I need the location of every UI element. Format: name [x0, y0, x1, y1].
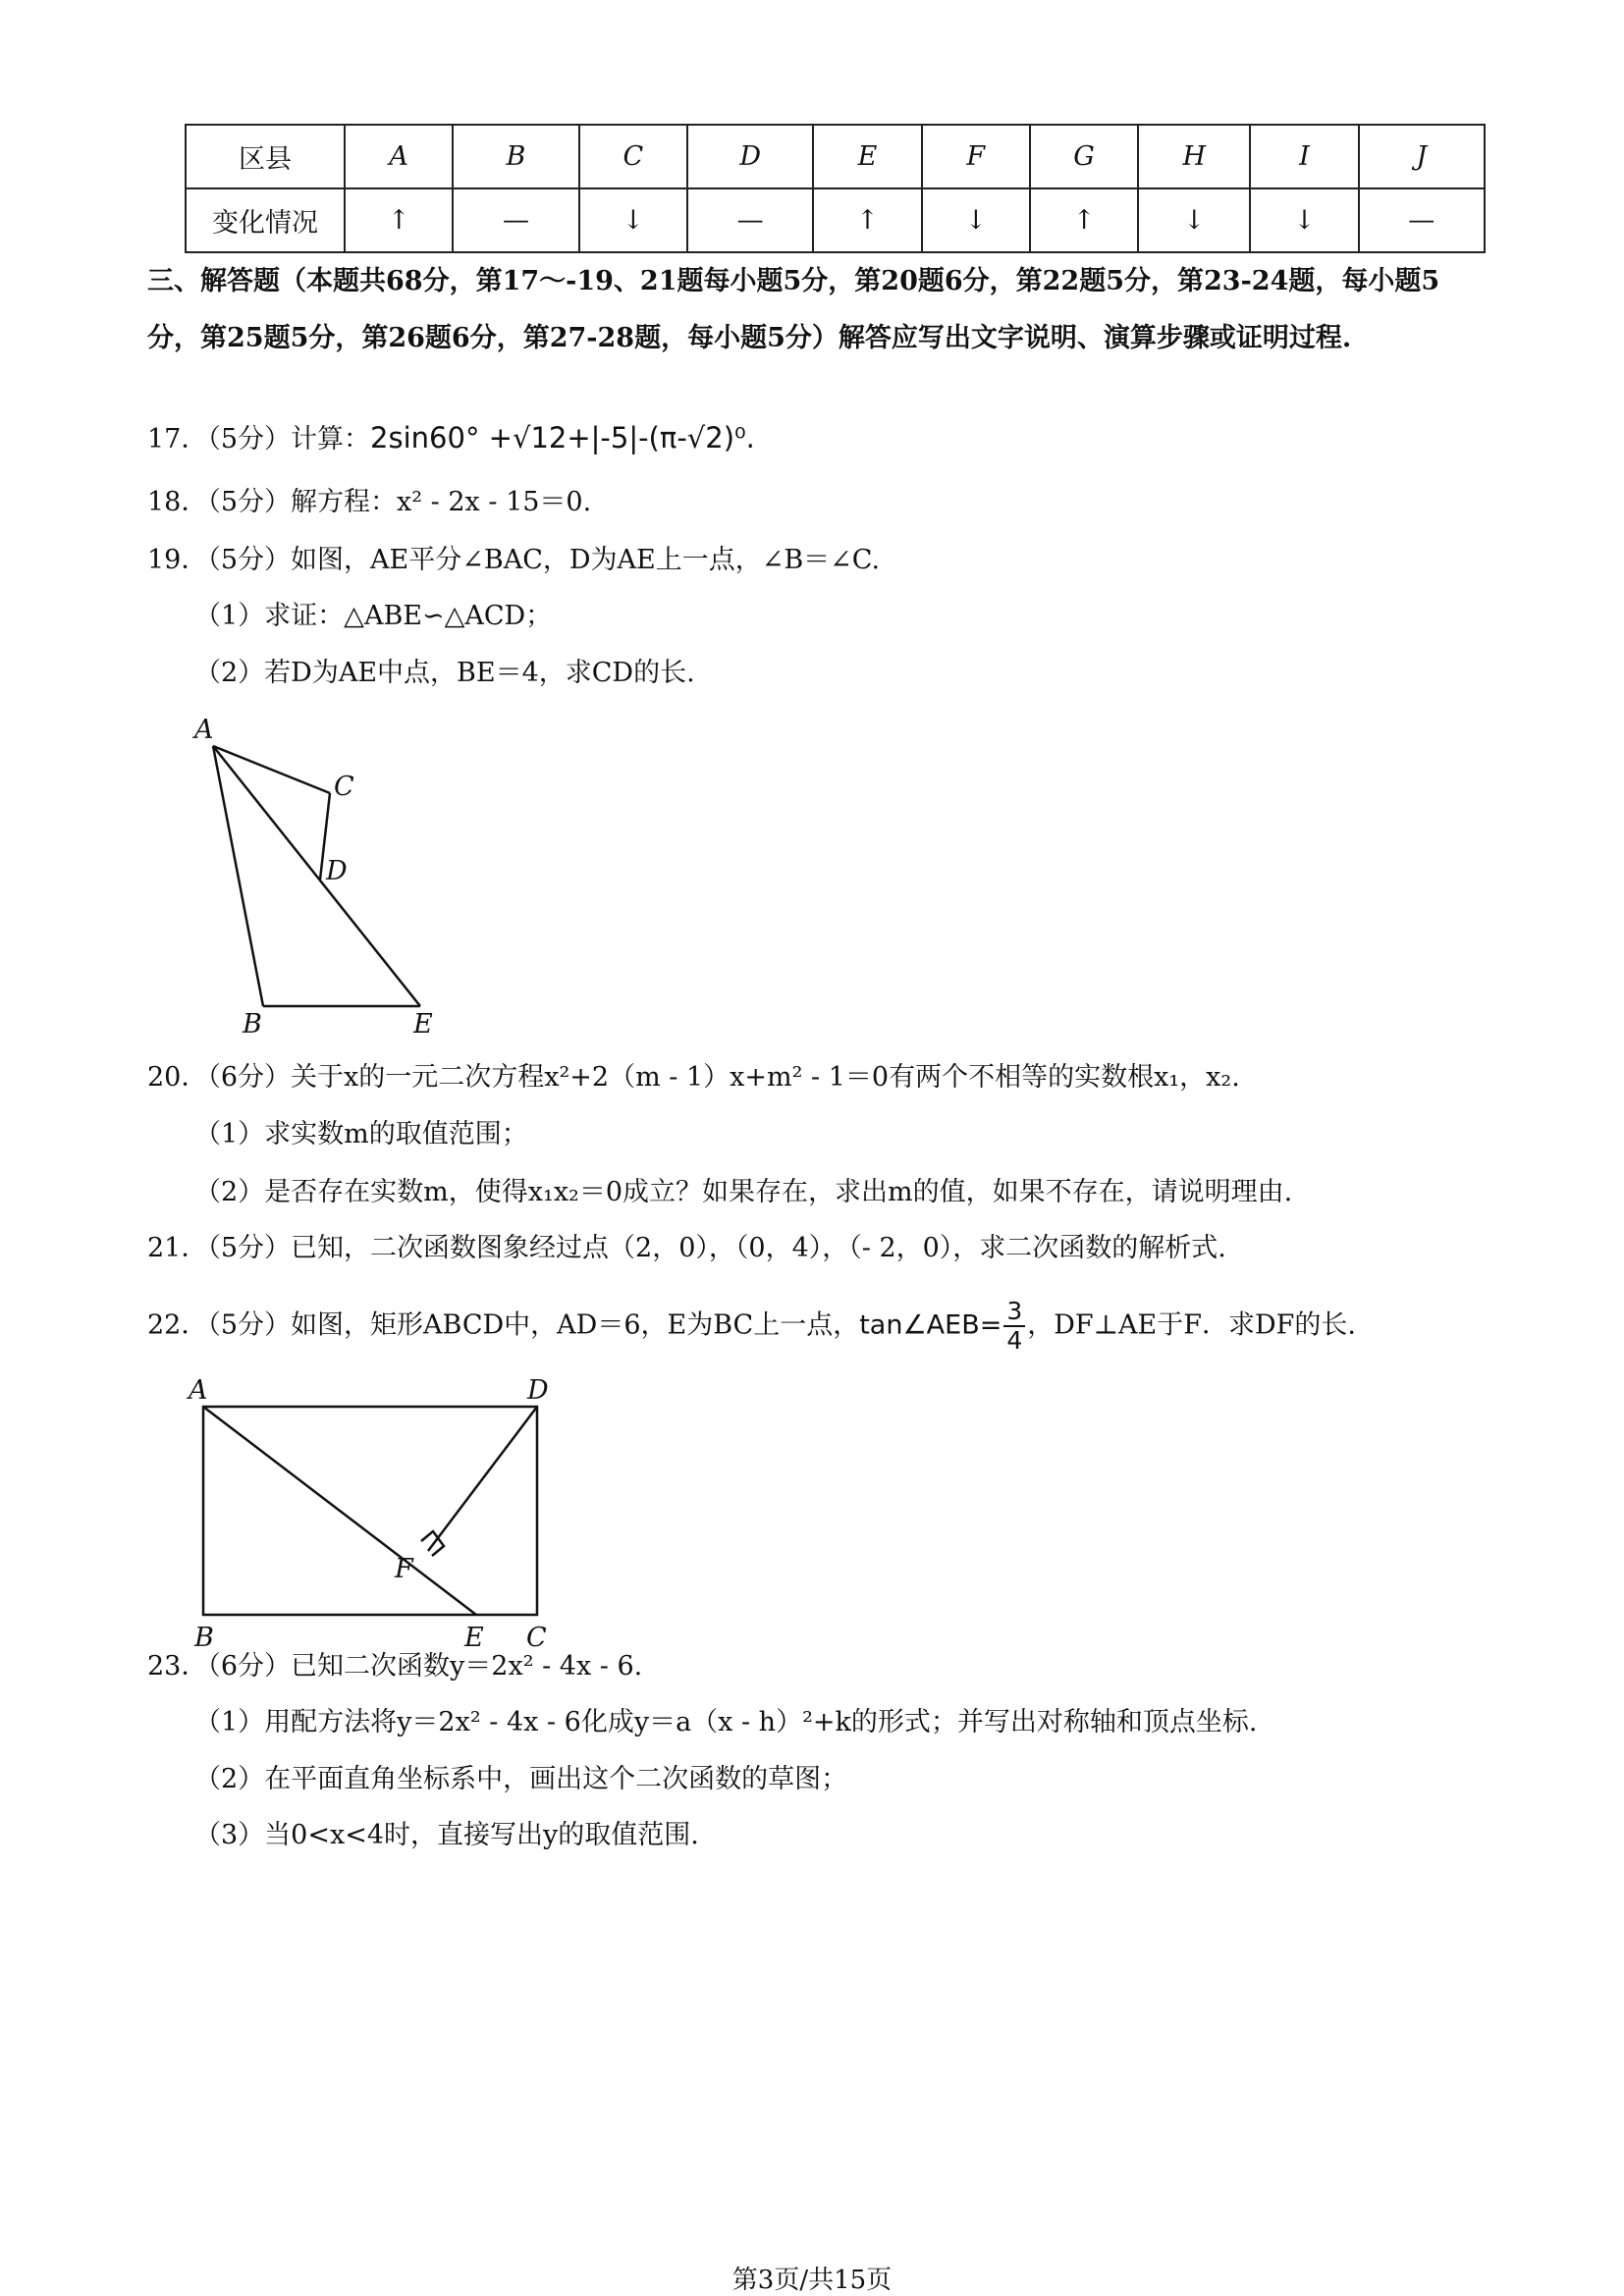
question-19-part2: （2）若D为AE中点，BE＝4，求CD的长. [194, 658, 695, 688]
table-cell: H [1138, 125, 1250, 188]
question-20-stem: 20．（6分）关于x的一元二次方程x²+2（m - 1）x+m² - 1＝0有两个不相等的实数根x₁，x₂. [147, 1062, 1240, 1093]
table-cell: — [687, 188, 813, 252]
table-cell: J [1359, 125, 1485, 188]
table-cell: ↓ [579, 188, 687, 252]
table-row-label: 变化情况 [186, 188, 345, 252]
table-cell: I [1250, 125, 1358, 188]
table-cell: E [813, 125, 921, 188]
table-header-label: 区县 [186, 125, 345, 188]
question-21: 21．（5分）已知，二次函数图象经过点（2，0），（0，4），（- 2，0），求二次函数的解析式. [147, 1233, 1226, 1263]
figure-22-label-b: B [194, 1623, 214, 1653]
q17-expression: 2sin60° +√12+|-5|-(π-√2)⁰. [370, 421, 755, 454]
figure-19-label-a: A [194, 715, 214, 745]
table-cell: G [1030, 125, 1138, 188]
figure-19-label-c: C [334, 772, 354, 802]
figure-22-label-c: C [526, 1623, 547, 1653]
figure-22-label-f: F [395, 1554, 413, 1584]
table-cell: — [1359, 188, 1485, 252]
question-23-part2: （2）在平面直角坐标系中，画出这个二次函数的草图； [194, 1764, 848, 1794]
table-cell: F [922, 125, 1030, 188]
question-23-part1: （1）用配方法将y＝2x² - 4x - 6化成y＝a（x - h）²+k的形式；并写出对称轴和顶点坐标. [194, 1707, 1258, 1737]
section-heading: 三、解答题（本题共68分，第17～-19、21题每小题5分，第20题6分，第22题5分，第23-24题，每小题5分，第25题5分，第26题6分，第27-28题，每小题5分）解答应写出文字说明、演算步骤或证明过程. [147, 266, 1440, 353]
figure-22-label-a: A [189, 1375, 208, 1406]
q17-prefix: 17．（5分）计算： [147, 424, 371, 454]
table-cell: ↑ [813, 188, 921, 252]
table-cell: ↑ [345, 188, 453, 252]
q22-prefix: 22．（5分）如图，矩形ABCD中，AD＝6，E为BC上一点， [147, 1309, 860, 1341]
table-cell: ↓ [922, 188, 1030, 252]
question-19-stem: 19．（5分）如图，AE平分∠BAC，D为AE上一点，∠B＝∠C. [147, 545, 881, 575]
question-20-part1: （1）求实数m的取值范围； [194, 1119, 528, 1149]
figure-19-label-e: E [413, 1009, 433, 1040]
q22-fraction-denominator: 4 [1006, 1326, 1023, 1355]
question-23-stem: 23．（6分）已知二次函数y＝2x² - 4x - 6. [147, 1651, 643, 1682]
table-cell: A [345, 125, 453, 188]
question-23-part3: （3）当0<x<4时，直接写出y的取值范围. [194, 1820, 699, 1850]
table-cell: D [687, 125, 813, 188]
table-cell: C [579, 125, 687, 188]
table-cell: ↓ [1138, 188, 1250, 252]
q22-fraction-numerator: 3 [1003, 1298, 1025, 1327]
question-18: 18．（5分）解方程：x² - 2x - 15＝0. [147, 487, 592, 517]
figure-19-label-d: D [326, 856, 348, 886]
figure-22-label-e: E [464, 1623, 484, 1653]
question-19-part1: （1）求证：△ABE∽△ACD； [194, 601, 553, 631]
table-cell: B [453, 125, 578, 188]
q22-tan: tan∠AEB= [859, 1309, 1002, 1341]
figure-19-label-b: B [243, 1009, 262, 1040]
q22-suffix: ，DF⊥AE于F．求DF的长. [1027, 1309, 1356, 1341]
table-cell: ↑ [1030, 188, 1138, 252]
figure-22-label-d: D [527, 1375, 549, 1406]
question-20-part2: （2）是否存在实数m，使得x₁x₂＝0成立？如果存在，求出m的值，如果不存在，请说明理由. [194, 1177, 1293, 1207]
table-cell: ↓ [1250, 188, 1358, 252]
table-cell: — [453, 188, 578, 252]
page-footer: 第3页/共15页 [731, 2266, 893, 2295]
